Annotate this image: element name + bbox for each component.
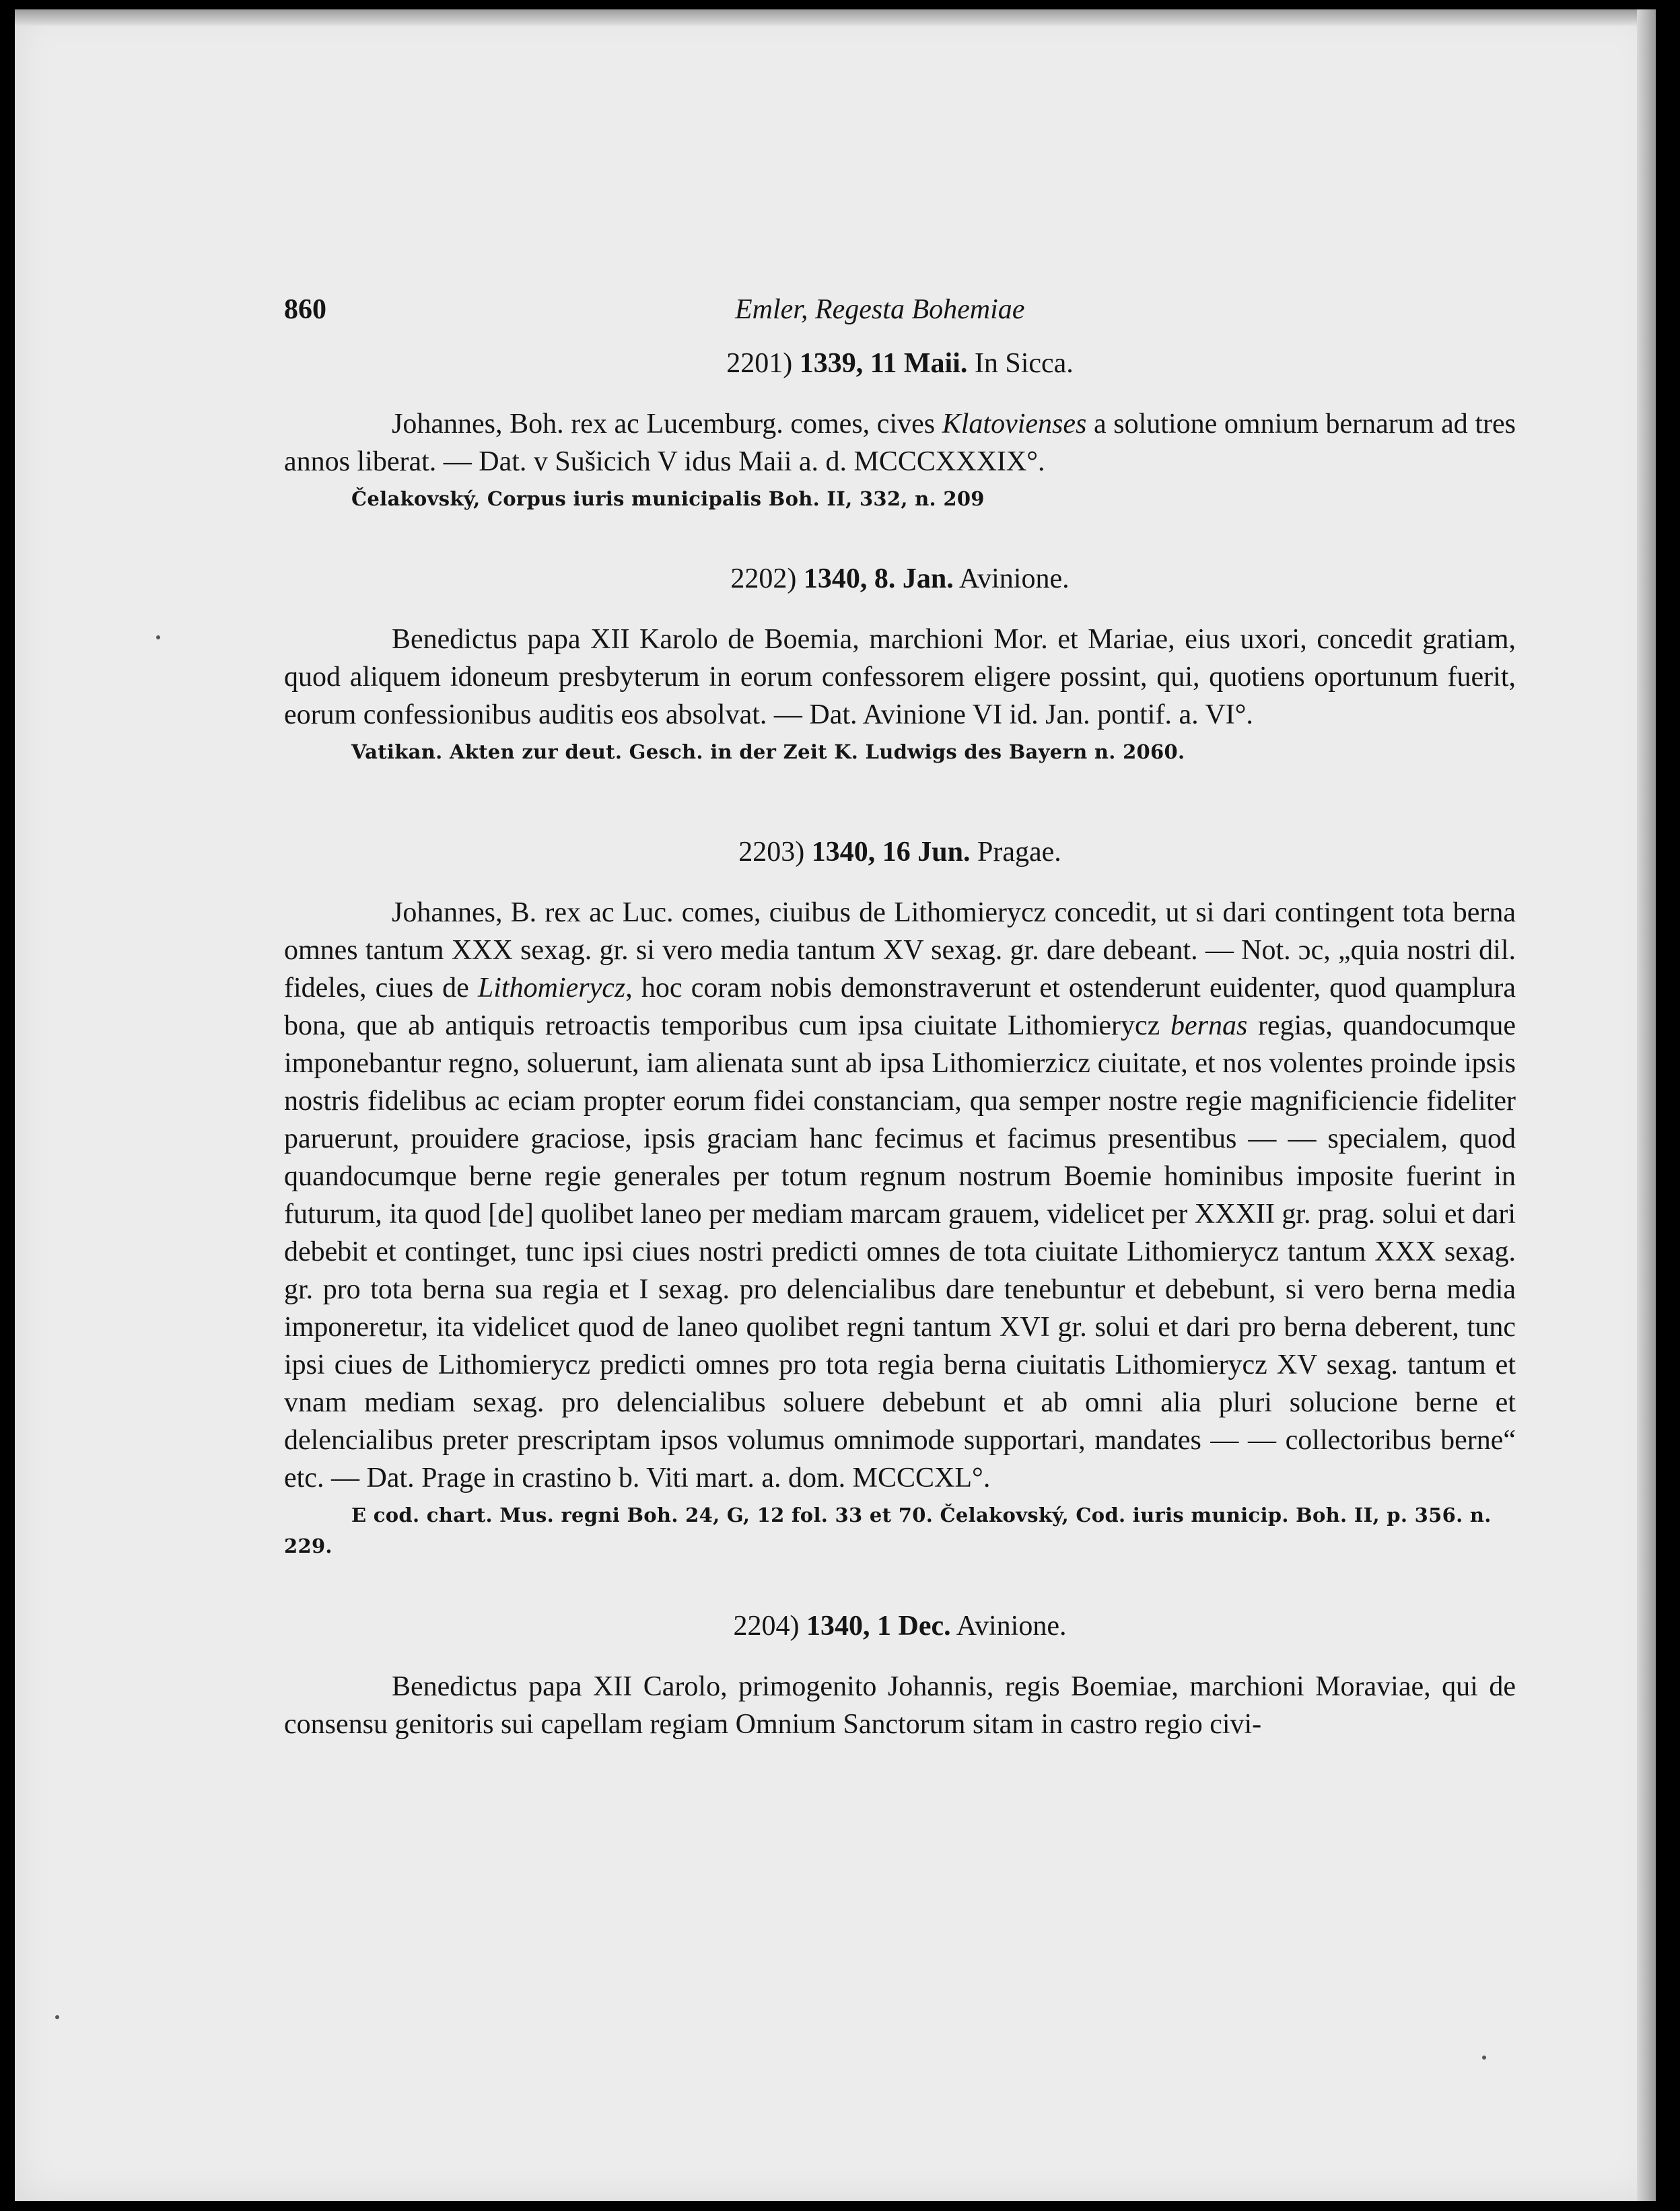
entry-source-2201: Čelakovský, Corpus iuris municipalis Boh. II, 332, n. 209 — [351, 487, 985, 510]
entry-date: 1339, 11 Maii. — [799, 348, 968, 379]
entry-text-2204: Benedictus papa XII Carolo, primogenito Johannis, regis Boemiae, marchioni Moraviae, qui de consensu genitoris sui capellam regiam Omnium Sanctorum sitam in castro regio civi- — [284, 1671, 1516, 1740]
entry-heading-2202 — [284, 563, 1516, 595]
page-top-edge — [15, 9, 1656, 26]
entry-text-segment: Johannes, B. rex ac Luc. comes, ciuibus de Lithomierycz concedit, ut si dari contingent tota berna omnes tantum XXX sexag. gr. si vero media tantum XV sexag. gr. dare debeant. — Not. ɔc, „quia nostri dil. fideles, ciues de — [284, 897, 1516, 1004]
entry-number: 2203) — [738, 837, 805, 868]
entry-text-segment: a solutione omnium bernarum ad tres annos liberat. — Dat. v Sušicich V idus Maii a. d. MCCCXXXIX°. — [284, 409, 1516, 477]
entry-text-italic: Lithomierycz — [477, 973, 626, 1004]
entry-place: Avinione. — [958, 563, 1070, 594]
entry-date: 1340, 16 Jun. — [811, 837, 971, 868]
entry-number: 2204) — [733, 1611, 800, 1642]
entry-number: 2201) — [726, 348, 793, 379]
page-content — [284, 279, 1516, 1743]
entry-text-2202: Benedictus papa XII Karolo de Boemia, marchioni Mor. et Mariae, eius uxori, concedit gratiam, quod aliquem idoneum presbyterum in eorum confessorem eligere possint, qui, quotiens oportunum fuerit, eorum confessionibus auditis eos absolvat. — Dat. Avinione VI id. Jan. pontif. a. VI°. — [284, 624, 1516, 730]
entry-place: Avinione. — [956, 1611, 1067, 1642]
scan-speck — [1482, 2056, 1486, 2060]
entry-source-2202: Vatikan. Akten zur deut. Gesch. in der Zeit K. Ludwigs des Bayern n. 2060. — [351, 740, 1185, 763]
entry-heading-2203 — [284, 836, 1516, 868]
entry-source-2203: E cod. chart. Mus. regni Boh. 24, G, 12 fol. 33 et 70. Čelakovský, Cod. iuris municip. Boh. II, p. 356. n. 229. — [284, 1504, 1492, 1557]
entry-text-italic: Klatovienses — [942, 409, 1087, 440]
page-number: 860 — [284, 294, 326, 325]
entry-text-italic: bernas — [1170, 1010, 1248, 1041]
running-head — [284, 279, 1516, 325]
entry-place: Pragae. — [977, 837, 1061, 868]
entry-text-segment: regias, quandocumque imponebantur regno, soluerunt, iam alienata sunt ab ipsa Lithomierzicz ciuitate, et nos volentes proinde ipsis nostris fidelibus ac eciam propter eorum fidei constanciam, qua semper nostre regie magnificiencie fideliter paruerunt, prouidere graciose, ipsis graciam hanc fecimus et facimus presentibus — — specialem, quod quandocumque berne regie generales per totum regnum nostrum Boemie hominibus imposite fuerint in futurum, ita quod [de] quolibet laneo per mediam marcam grauem, videlicet per XXXII gr. prag. solui et dari debebit et continget, tunc ipsi ciues nostri predicti omnes de tota ciuitate Lithomierycz tantum XXX sexag. gr. pro tota berna sua regia et I sexag. pro delencialibus dare tenebuntur et debebunt, si vero berna media imponeretur, ita videlicet quod de laneo quolibet regni tantum XVI gr. solui et dari pro berna deberent, tunc ipsi ciues de Lithomierycz predicti omnes pro tota regia berna ciuitatis Lithomierycz XV sexag. tantum et vnam mediam sexag. pro delencialibus soluere debebunt et ab omni alia pluri solucione berne et delencialibus preter prescriptam ipsos volumus omnimode supportari, mandates — — collectoribus berne“ etc. — Dat. Prage in crastino b. Viti mart. a. dom. MCCCXL°. — [284, 1010, 1516, 1494]
entry-date: 1340, 8. Jan. — [803, 563, 954, 594]
entry-heading-2201 — [284, 347, 1516, 380]
entry-text-2203 — [284, 894, 1516, 1497]
entry-text-segment: Johannes, Boh. rex ac Lucemburg. comes, cives — [392, 409, 942, 440]
entry-text-segment: , hoc coram nobis demonstraverunt et ostenderunt euidenter, quod quamplura bona, que ab antiquis retroactis temporibus cum ipsa ciuitate Lithomierycz — [284, 973, 1516, 1041]
scanned-page — [15, 9, 1656, 2201]
entry-heading-2204 — [284, 1610, 1516, 1642]
entry-number: 2202) — [730, 563, 797, 594]
page-right-edge — [1637, 9, 1656, 2201]
entry-place: In Sicca. — [974, 348, 1074, 379]
entry-text-2201 — [284, 405, 1516, 481]
scan-speck — [156, 635, 160, 639]
scan-speck — [55, 2015, 59, 2019]
running-title: Emler, Regesta Bohemiae — [735, 294, 1025, 325]
entry-date: 1340, 1 Dec. — [806, 1611, 951, 1642]
